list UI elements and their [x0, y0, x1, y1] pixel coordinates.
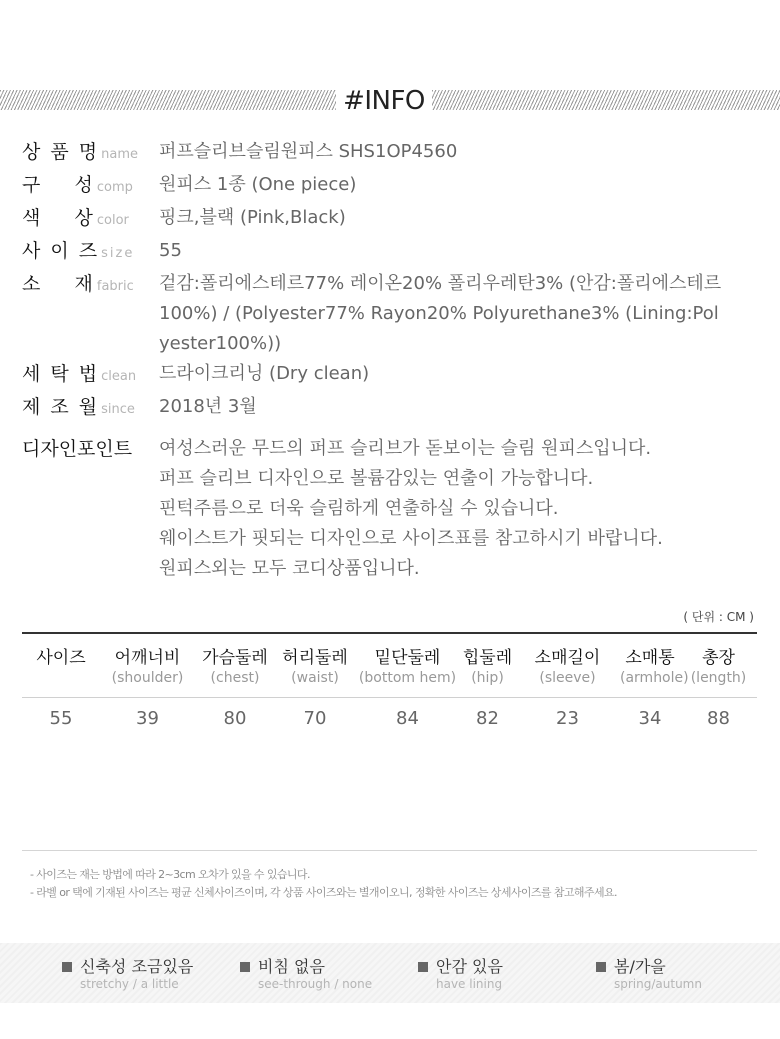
table-header-row	[22, 634, 757, 698]
table-cell: 80	[223, 707, 247, 729]
square-bullet-icon	[418, 962, 428, 972]
feature-en: see-through / none	[258, 977, 373, 991]
spec-label-ko: 세 탁 법	[22, 363, 100, 385]
header-en: (hip)	[471, 670, 504, 686]
header-ko: 소매길이	[534, 648, 601, 668]
header-ko: 가슴둘레	[202, 648, 268, 668]
spec-label	[22, 170, 159, 203]
table-cell: 55	[49, 707, 73, 729]
feature-ko: 신축성 조금있음	[80, 957, 194, 976]
note-line: - 라벨 or 택에 기재된 사이즈는 평균 신체사이즈이며, 각 상품 사이즈와는 별개이오니, 정확한 사이즈는 상세사이즈를 참고해주세요.	[30, 886, 617, 899]
header-ko: 밑단둘레	[374, 648, 441, 668]
header-ko: 허리둘레	[282, 648, 348, 668]
header-cell-armhole	[620, 634, 689, 697]
spec-value: 원피스 1종 (One piece)	[159, 174, 357, 195]
header-cell-length	[680, 634, 757, 697]
table-cell: 23	[556, 707, 579, 729]
spec-label-en: clean	[101, 369, 137, 384]
spec-label-ko: 사 이 즈	[22, 240, 100, 262]
spec-label	[22, 392, 159, 425]
fabric-line: yester100%))	[159, 333, 282, 354]
table-row	[22, 698, 757, 738]
square-bullet-icon	[62, 962, 72, 972]
design-point-text	[159, 434, 663, 584]
header-cell-bottom-hem	[355, 634, 460, 697]
header-en: (length)	[690, 670, 747, 686]
header-cell-shoulder	[100, 634, 195, 697]
size-table	[22, 632, 757, 738]
table-cell: 84	[396, 707, 419, 729]
spec-label-ko: 색 상	[22, 207, 95, 229]
feature-stretch	[62, 957, 193, 991]
spec-row-color	[22, 203, 767, 236]
header-ko: 총장	[702, 648, 735, 668]
table-cell: 88	[707, 707, 730, 729]
header-en: (waist)	[291, 670, 339, 686]
header-cell-waist	[275, 634, 355, 697]
spec-row-name	[22, 137, 767, 170]
spec-label-ko: 구 성	[22, 174, 95, 196]
spec-label	[22, 203, 159, 236]
header-ko: 힙둘레	[462, 648, 513, 668]
feature-en: spring/autumn	[614, 977, 702, 991]
spec-list	[22, 137, 767, 425]
spec-label	[22, 359, 159, 392]
square-bullet-icon	[240, 962, 250, 972]
header-en: (sleeve)	[539, 670, 596, 686]
spec-row-since	[22, 392, 767, 425]
spec-label-en: size	[101, 246, 135, 261]
spec-label-en: name	[101, 147, 139, 162]
design-line: 웨이스트가 핏되는 디자인으로 사이즈표를 참고하시기 바랍니다.	[159, 528, 663, 549]
design-point	[22, 434, 767, 584]
fabric-line: 100%) / (Polyester77% Rayon20% Polyurethane3% (Lining:Pol	[159, 303, 719, 324]
table-cell: 82	[476, 707, 499, 729]
spec-value-multiline	[159, 269, 767, 359]
feature-season	[596, 957, 702, 991]
feature-lining	[418, 957, 503, 991]
spec-value: 2018년 3월	[159, 396, 257, 417]
spec-label-en: since	[101, 402, 135, 417]
spec-label-ko: 소 재	[22, 273, 95, 295]
design-line: 퍼프 슬리브 디자인으로 볼륨감있는 연출이 가능합니다.	[159, 468, 594, 489]
header-ko: 소매통	[625, 648, 675, 668]
spec-label-en: color	[96, 213, 129, 228]
header-cell-hip	[460, 634, 515, 697]
design-point-label: 디자인포인트	[22, 438, 133, 460]
feature-ko: 안감 있음	[436, 957, 503, 976]
design-line: 원피스외는 모두 코디상품입니다.	[159, 558, 420, 579]
feature-ko: 비침 없음	[258, 957, 325, 976]
spec-value: 55	[159, 240, 182, 261]
feature-bar	[0, 943, 780, 1003]
header-cell-sleeve	[515, 634, 620, 697]
header-cell-size	[22, 634, 100, 697]
unit-label: ( 단위 : CM )	[683, 610, 754, 624]
design-line: 여성스러운 무드의 퍼프 슬리브가 돋보이는 슬림 원피스입니다.	[159, 438, 652, 459]
header-cell-chest	[195, 634, 275, 697]
spec-value: 핑크,블랙 (Pink,Black)	[159, 207, 346, 228]
header-en: (chest)	[210, 670, 260, 686]
feature-en: stretchy / a little	[80, 977, 179, 991]
info-title: #INFO	[343, 86, 425, 116]
notes-divider	[22, 850, 757, 851]
spec-label-en: fabric	[96, 279, 134, 294]
header-en: (bottom hem)	[358, 670, 457, 686]
spec-value: 퍼프슬리브슬림원피스 SHS1OP4560	[159, 141, 458, 162]
header-ko: 어깨너비	[114, 648, 181, 668]
spec-label-ko: 제 조 월	[22, 396, 100, 418]
square-bullet-icon	[596, 962, 606, 972]
design-line: 핀턱주름으로 더욱 슬림하게 연출하실 수 있습니다.	[159, 498, 559, 519]
spec-label	[22, 137, 159, 170]
spec-value: 드라이크리닝 (Dry clean)	[159, 363, 370, 384]
feature-see-through	[240, 957, 372, 991]
hatch-divider-right	[432, 90, 780, 110]
table-cell: 39	[136, 707, 159, 729]
size-notes	[30, 866, 617, 902]
feature-en: have lining	[436, 977, 503, 991]
table-cell: 34	[638, 707, 662, 729]
spec-label	[22, 236, 159, 269]
spec-row-comp	[22, 170, 767, 203]
spec-row-fabric	[22, 269, 767, 359]
header-en: (armhole)	[620, 670, 689, 686]
header-en: (shoulder)	[111, 670, 184, 686]
header-ko: 사이즈	[36, 648, 86, 668]
hatch-divider-left	[0, 90, 336, 110]
feature-ko: 봄/가을	[614, 957, 666, 976]
note-line: - 사이즈는 재는 방법에 따라 2~3cm 오차가 있을 수 있습니다.	[30, 868, 310, 881]
spec-row-clean	[22, 359, 767, 392]
table-cell: 70	[303, 707, 327, 729]
fabric-line: 겉감:폴리에스테르77% 레이온20% 폴리우레탄3% (안감:폴리에스테르	[159, 273, 722, 294]
spec-label	[22, 269, 159, 302]
spec-label-en: comp	[96, 180, 133, 195]
spec-row-size	[22, 236, 767, 269]
spec-label-ko: 상 품 명	[22, 141, 100, 163]
info-header	[0, 86, 780, 116]
